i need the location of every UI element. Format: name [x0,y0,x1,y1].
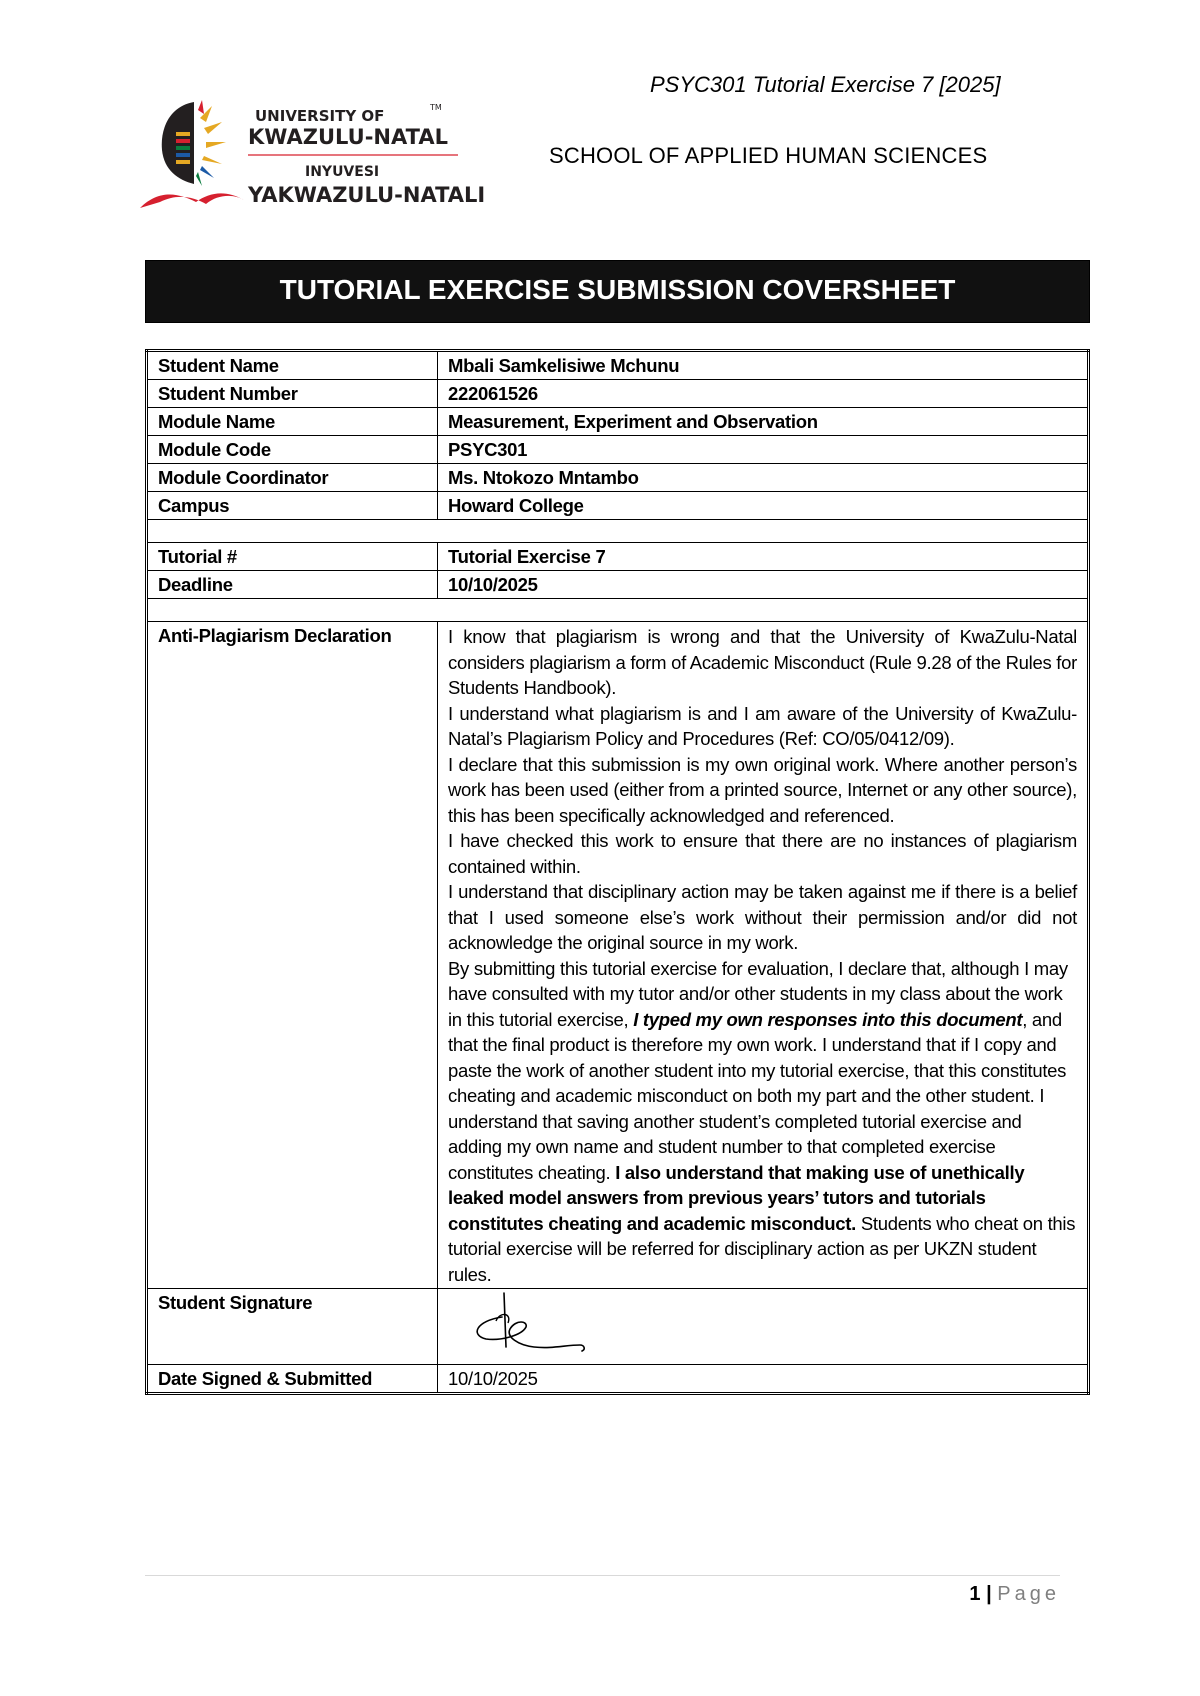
page-footer [969,1583,1060,1606]
declaration-paragraph: I have checked this work to ensure that there are no instances of plagiarism contained within. [448,830,1077,877]
student-number-value: 222061526 [438,380,1089,408]
document-reference: PSYC301 Tutorial Exercise 7 [2025] [650,72,1001,97]
declaration-paragraph: I understand what plagiarism is and I am aware of the University of KwaZulu-Natal’s Plagiarism Policy and Procedures (Ref: CO/05/0412/09). [448,702,1077,749]
ukzn-logo [140,98,500,210]
declaration-paragraph: I know that plagiarism is wrong and that the University of KwaZulu-Natal considers plagiarism a form of Academic Misconduct (Rule 9.28 of the Rules for Students Handbook). [448,626,1077,698]
field-label: Student Name [147,351,438,380]
page-title-banner [145,260,1090,323]
page-title: TUTORIAL EXERCISE SUBMISSION COVERSHEET [279,274,956,305]
svg-text:UNIVERSITY OF: UNIVERSITY OF [255,107,385,125]
declaration-paragraph: I declare that this submission is my own original work. Where another person’s work has been used (either from a printed source, Internet or any other source), this has been specifically acknowledged and referenced. [448,753,1077,826]
declaration-bold: I also understand that making use of unethically leaked model answers from previous years’ tutors and tutorials constitutes cheating and academic misconduct. [448,1161,1025,1234]
field-label: Tutorial # [147,543,438,571]
svg-text:INYUVESI: INYUVESI [305,164,380,180]
date-signed-label: Date Signed & Submitted [147,1365,438,1394]
table-row [147,622,1089,1289]
logo-swoosh-icon [140,193,244,208]
date-signed-value: 10/10/2025 [438,1365,1089,1394]
declaration-text [438,622,1089,1289]
module-name-value: Measurement, Experiment and Observation [438,408,1089,436]
coversheet-table [145,349,1090,1395]
school-name: SCHOOL OF APPLIED HUMAN SCIENCES [549,143,988,168]
declaration-text-span: By submitting this tutorial exercise for evaluation, I declare that, although I may have consulted with my tutor and/or other students in my class about the work in this tutorial exercise, [448,957,1068,1030]
footer-divider [145,1575,1060,1576]
svg-text:YAKWAZULU-NATALI: YAKWAZULU-NATALI [248,183,486,207]
module-code-value: PSYC301 [438,436,1089,464]
page-word: Page [997,1583,1060,1605]
table-row [147,464,1089,492]
field-label: Campus [147,492,438,520]
module-coordinator-value: Ms. Ntokozo Mntambo [438,464,1089,492]
table-row [147,380,1089,408]
field-label: Module Coordinator [147,464,438,492]
declaration-paragraph [448,956,1077,1288]
declaration-label: Anti-Plagiarism Declaration [147,622,438,1289]
table-row [147,436,1089,464]
field-label: Student Number [147,380,438,408]
page-number: 1 [969,1583,981,1605]
declaration-paragraph: I understand that disciplinary action may be taken against me if there is a belief that I used someone else’s work without their permission and/or did not acknowledge the original source in my work. [448,881,1077,953]
declaration-text-span: , and that the final product is therefore my own work. I understand that if I copy and paste the work of another student into my tutorial exercise, that this constitutes cheating and academic misconduct on both my part and the other student. I understand that saving another student’s completed tutorial exercise and adding my own name and student number to that completed exercise constitutes cheating. [448,1008,1067,1183]
signature-label: Student Signature [147,1289,438,1365]
tutorial-number-value: Tutorial Exercise 7 [438,543,1089,571]
svg-text:TM: TM [430,103,442,112]
field-label: Deadline [147,571,438,599]
handwritten-signature [456,1291,596,1361]
deadline-value: 10/10/2025 [438,571,1089,599]
page-separator: | [986,1583,992,1605]
table-row [147,408,1089,436]
campus-value: Howard College [438,492,1089,520]
table-row [147,351,1089,380]
signature-cell [438,1289,1089,1365]
svg-text:KWAZULU-NATAL: KWAZULU-NATAL [248,125,448,149]
table-row [147,1289,1089,1365]
declaration-emphasis: I typed my own responses into this document [633,1008,1023,1030]
spacer-row [147,599,1089,622]
declaration-text-span: Students who cheat on this tutorial exercise will be referred for disciplinary action as per UKZN student rules. [448,1212,1076,1285]
spacer-row [147,520,1089,543]
logo-sun-icon [200,106,226,164]
table-row [147,492,1089,520]
student-name-value: Mbali Samkelisiwe Mchunu [438,351,1089,380]
table-row [147,543,1089,571]
coversheet-table-wrap [145,349,1090,1395]
table-row [147,1365,1089,1394]
table-row [147,571,1089,599]
field-label: Module Name [147,408,438,436]
field-label: Module Code [147,436,438,464]
